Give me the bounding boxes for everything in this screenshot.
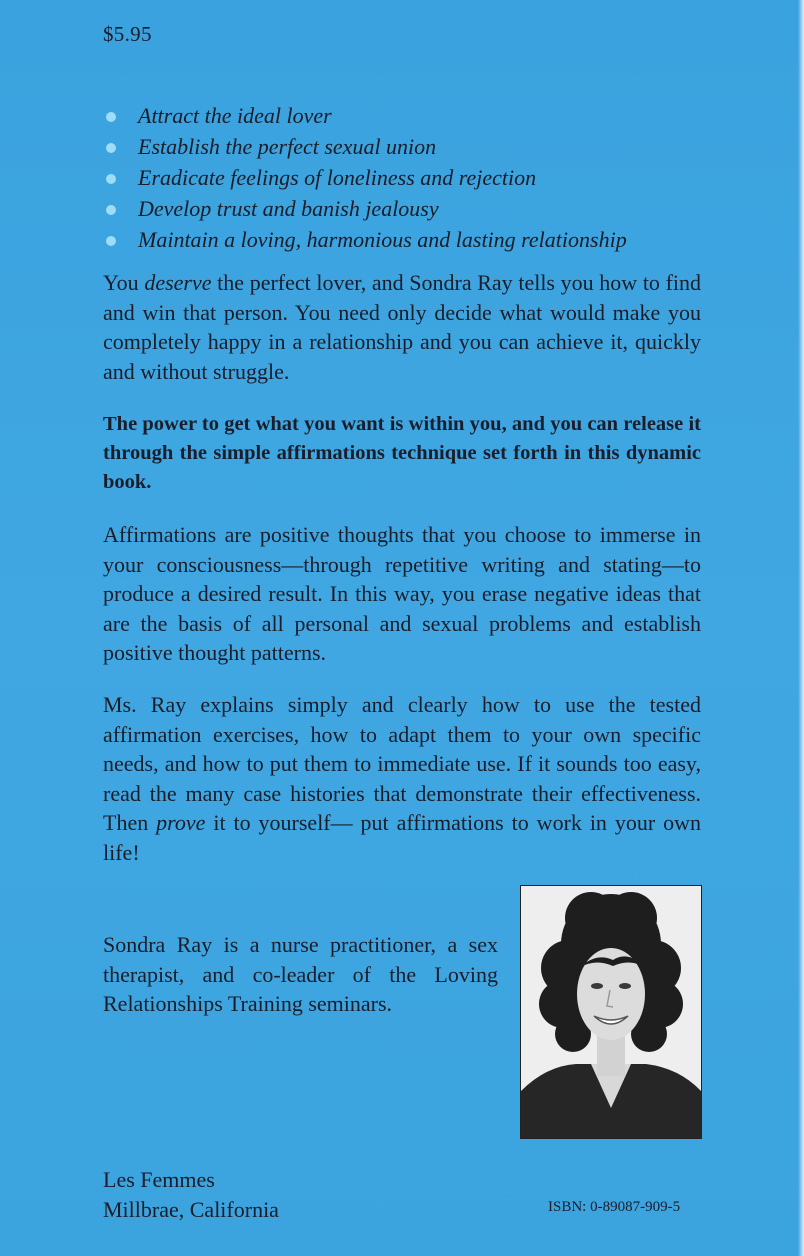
emphasis-text: prove xyxy=(156,810,206,835)
publisher-name: Les Femmes xyxy=(103,1167,215,1192)
price-label: $5.95 xyxy=(103,22,152,46)
list-item xyxy=(103,100,627,131)
page-edge xyxy=(798,0,804,1256)
isbn-label: ISBN: 0-89087-909-5 xyxy=(548,1199,681,1215)
list-item xyxy=(103,193,627,224)
affirmations-paragraph: Affirmations are positive thoughts that you choose to immerse in your consciousness—through repetitive writing and stating—to produce a desired result. In this way, you erase negative ideas that are the basis of all personal and sexual problems and establish positive thought patterns. xyxy=(103,522,701,665)
bullet-icon xyxy=(106,174,116,184)
publisher-info xyxy=(103,1165,279,1225)
emphasis-text: deserve xyxy=(144,270,212,295)
author-photo xyxy=(520,885,702,1139)
list-item-text: Establish the perfect sexual union xyxy=(138,134,437,159)
list-item-text: Develop trust and banish jealousy xyxy=(138,196,439,221)
author-bio: Sondra Ray is a nurse practitioner, a sex therapist, and co-leader of the Loving Relationships Training seminars. xyxy=(103,932,498,1016)
bullet-icon xyxy=(106,112,116,122)
list-item-text: Maintain a loving, harmonious and lasting relationship xyxy=(138,227,627,252)
bullet-icon xyxy=(106,236,116,246)
list-item-text: Eradicate feelings of loneliness and rejection xyxy=(138,165,537,190)
list-item-text: Attract the ideal lover xyxy=(138,103,332,128)
list-item xyxy=(103,162,627,193)
method-paragraph: Ms. Ray explains simply and clearly how to use the tested affirmation exercises, how to adapt them to your own specific needs, and how to put them to immediate use. If it sounds too easy, read the many case histories that demonstrate their effectiveness. Then prove it to yourself— put affirmations to work in your own life! xyxy=(103,692,701,865)
list-item xyxy=(103,131,627,162)
publisher-location: Millbrae, California xyxy=(103,1197,279,1222)
list-item xyxy=(103,224,627,255)
bullet-icon xyxy=(106,205,116,215)
benefits-list xyxy=(103,100,627,255)
bullet-icon xyxy=(106,143,116,153)
highlight-paragraph: The power to get what you want is within you, and you can release it through the simple affirmations technique set forth in this dynamic book. xyxy=(103,413,701,493)
intro-paragraph: You deserve the perfect lover, and Sondra Ray tells you how to find and win that person. You need only decide what would make you completely happy in a relationship and you can achieve it, quickly and without struggle. xyxy=(103,270,702,384)
author-portrait-image xyxy=(521,886,701,1138)
